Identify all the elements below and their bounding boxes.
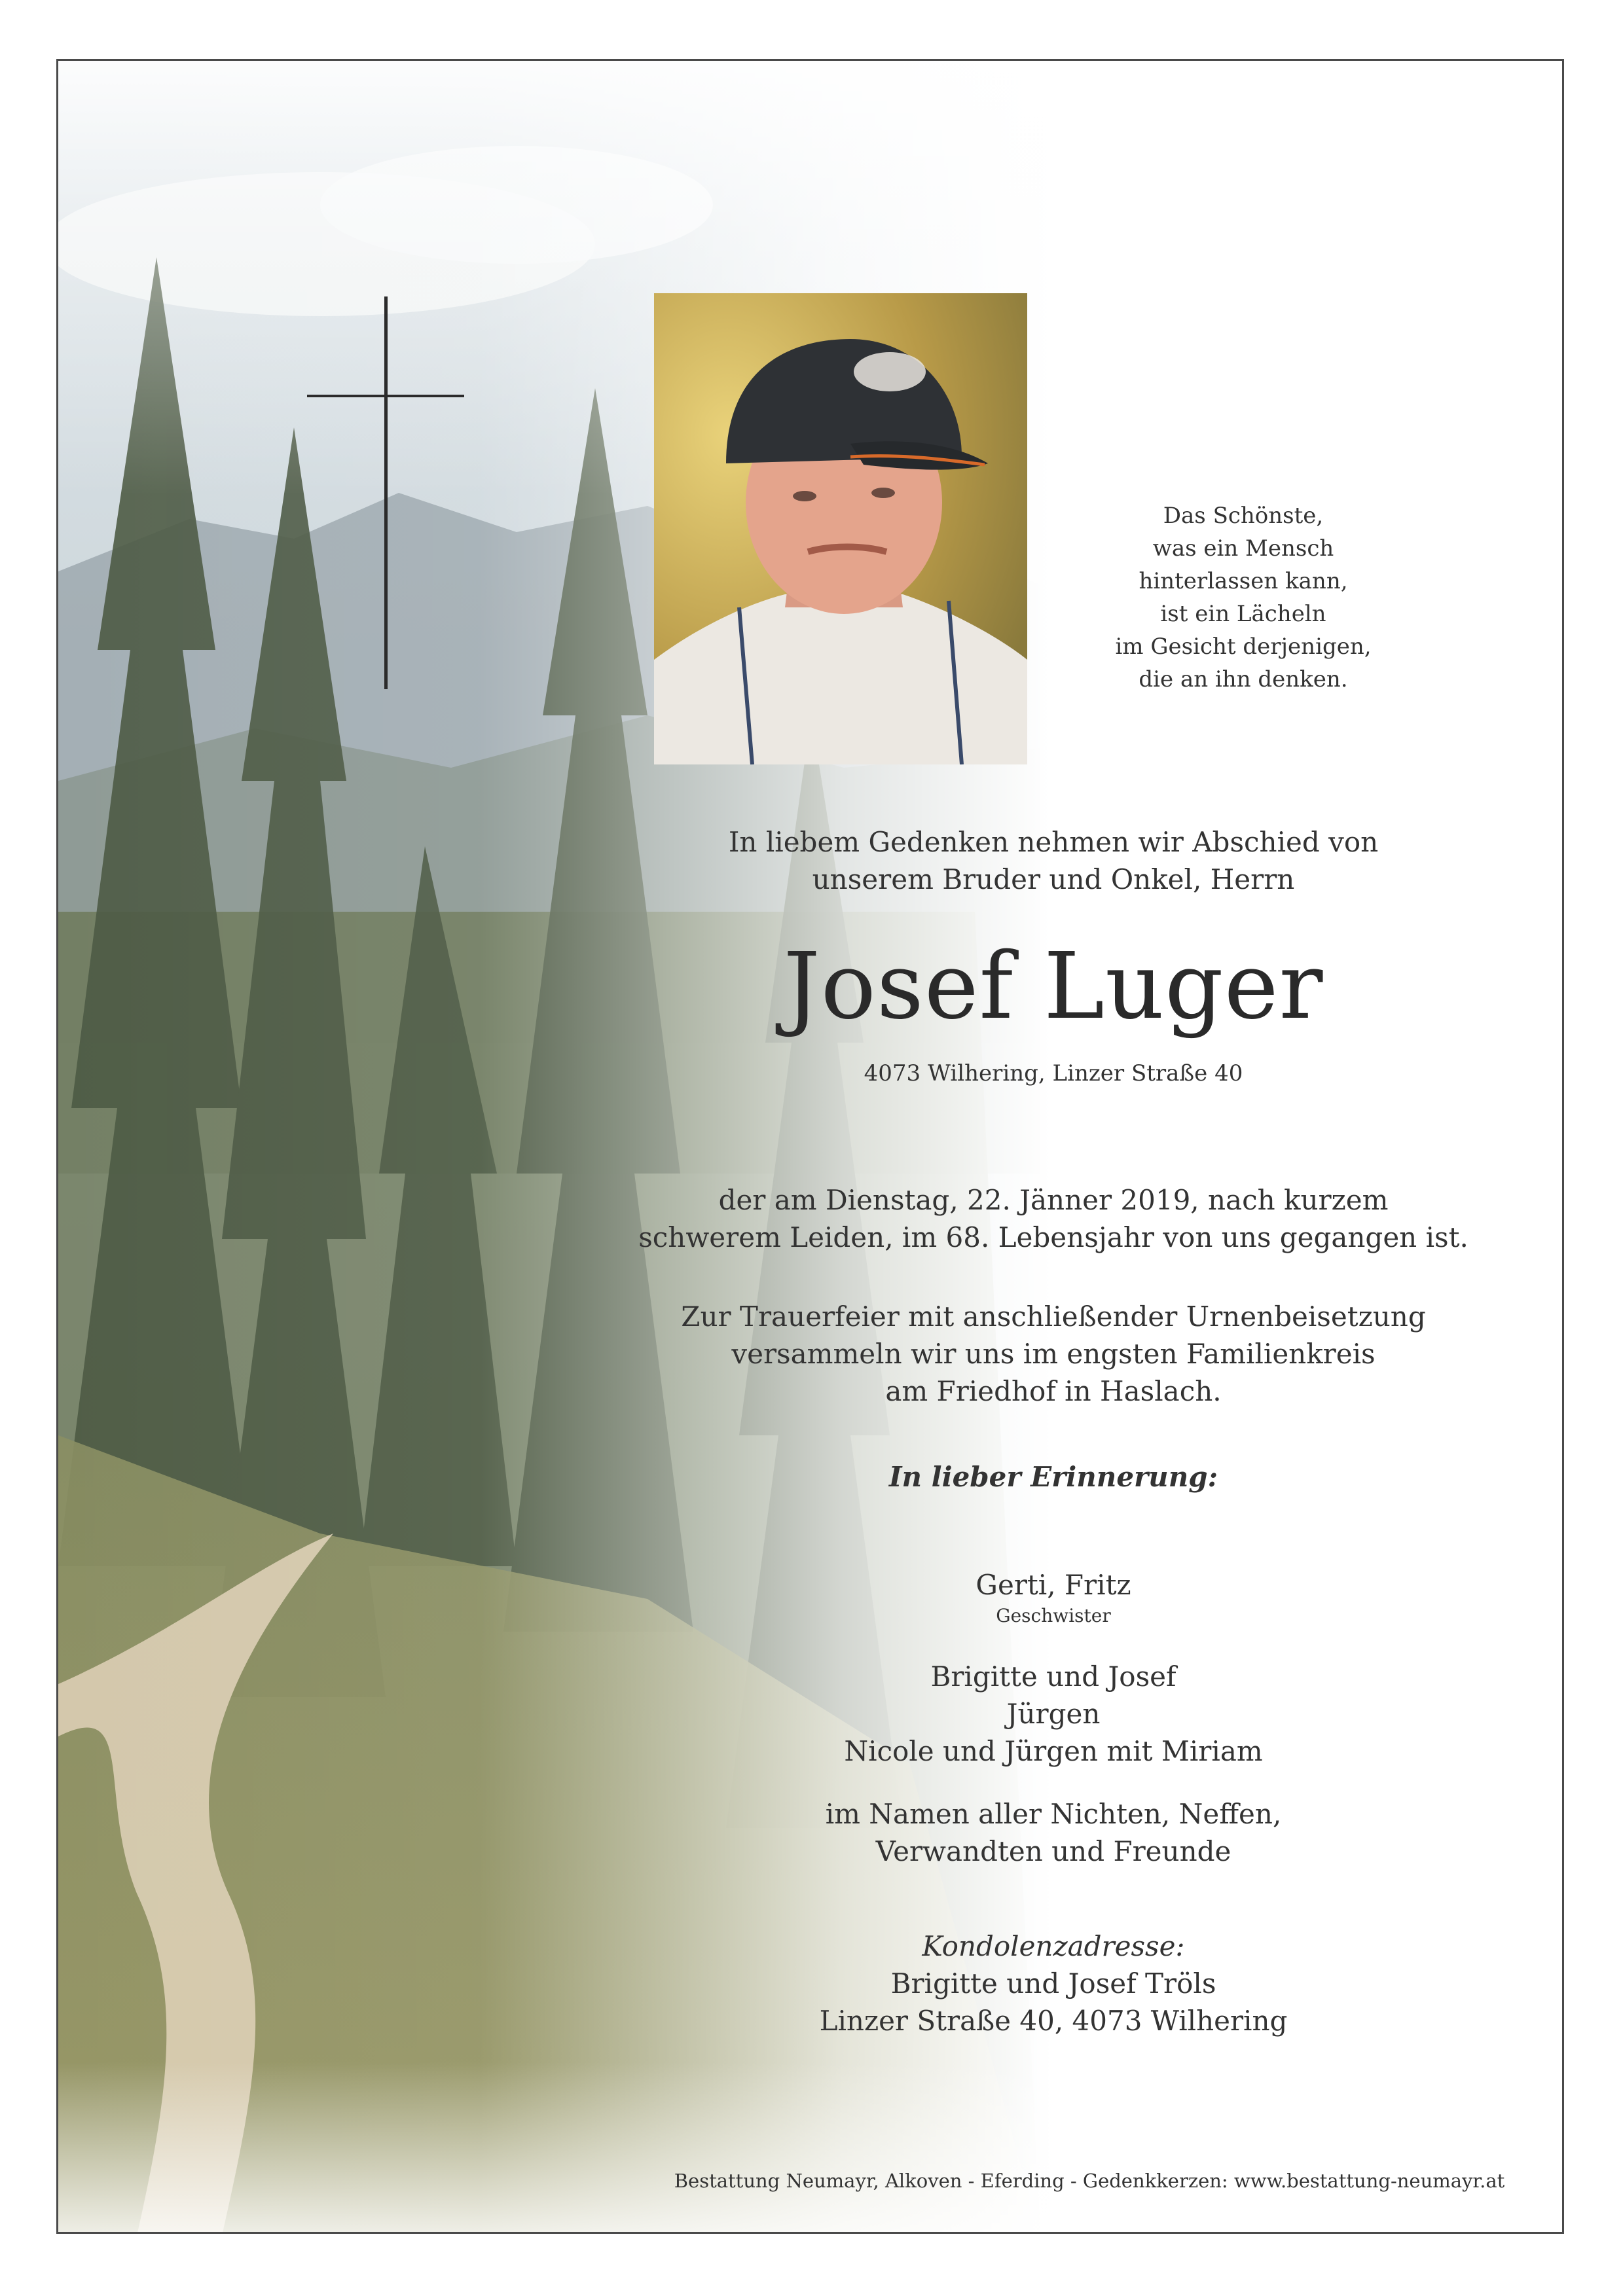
quote-line: ist ein Lächeln bbox=[1160, 601, 1326, 627]
condolence-line: Linzer Straße 40, 4073 Wilhering bbox=[819, 2005, 1288, 2037]
condolence-heading: Kondolenzadresse: bbox=[922, 1930, 1185, 1962]
cross-icon bbox=[307, 296, 464, 689]
quote-line: im Gesicht derjenigen, bbox=[1115, 634, 1372, 660]
ceremony-line: am Friedhof in Haslach. bbox=[885, 1375, 1222, 1407]
deceased-address: 4073 Wilhering, Linzer Straße 40 bbox=[864, 1060, 1243, 1086]
family-line: Brigitte und Josef bbox=[930, 1660, 1176, 1693]
relatives-line: im Namen aller Nichten, Neffen, bbox=[825, 1798, 1282, 1830]
intro-line: unserem Bruder und Onkel, Herrn bbox=[812, 863, 1295, 895]
ceremony-notice bbox=[628, 1298, 1479, 1410]
condolence-line: Brigitte und Josef Tröls bbox=[890, 1967, 1216, 2000]
family-line: Jürgen bbox=[1006, 1698, 1101, 1730]
quote-line: was ein Mensch bbox=[1152, 535, 1334, 562]
intro-line: In liebem Gedenken nehmen wir Abschied von bbox=[728, 826, 1379, 858]
family-names bbox=[628, 1658, 1479, 1770]
relatives-text bbox=[628, 1795, 1479, 1870]
relatives-line: Verwandten und Freunde bbox=[875, 1835, 1231, 1867]
intro-text bbox=[628, 823, 1479, 898]
quote bbox=[1080, 499, 1407, 696]
ceremony-line: Zur Trauerfeier mit anschließender Urnenbeisetzung bbox=[681, 1300, 1426, 1333]
footer-text: Bestattung Neumayr, Alkoven - Eferding - Gedenkkerzen: www.bestattung-neumayr.at bbox=[674, 2170, 1505, 2192]
siblings-names: Gerti, Fritz bbox=[976, 1569, 1131, 1601]
family-line: Nicole und Jürgen mit Miriam bbox=[844, 1735, 1263, 1767]
siblings-role: Geschwister bbox=[996, 1605, 1111, 1626]
deceased-name: Josef Luger bbox=[783, 933, 1324, 1040]
death-notice bbox=[628, 1181, 1479, 1256]
quote-line: hinterlassen kann, bbox=[1139, 568, 1348, 594]
obituary-card bbox=[56, 59, 1564, 2234]
condolence-address bbox=[628, 1965, 1479, 2039]
memory-heading: In lieber Erinnerung: bbox=[888, 1461, 1218, 1493]
portrait-photo bbox=[654, 293, 1027, 764]
quote-line: Das Schönste, bbox=[1163, 503, 1324, 529]
death-notice-line: schwerem Leiden, im 68. Lebensjahr von uns gegangen ist. bbox=[638, 1221, 1468, 1253]
ceremony-line: versammeln wir uns im engsten Familienkreis bbox=[731, 1338, 1376, 1370]
death-notice-line: der am Dienstag, 22. Jänner 2019, nach kurzem bbox=[718, 1184, 1389, 1216]
quote-line: die an ihn denken. bbox=[1139, 666, 1348, 692]
